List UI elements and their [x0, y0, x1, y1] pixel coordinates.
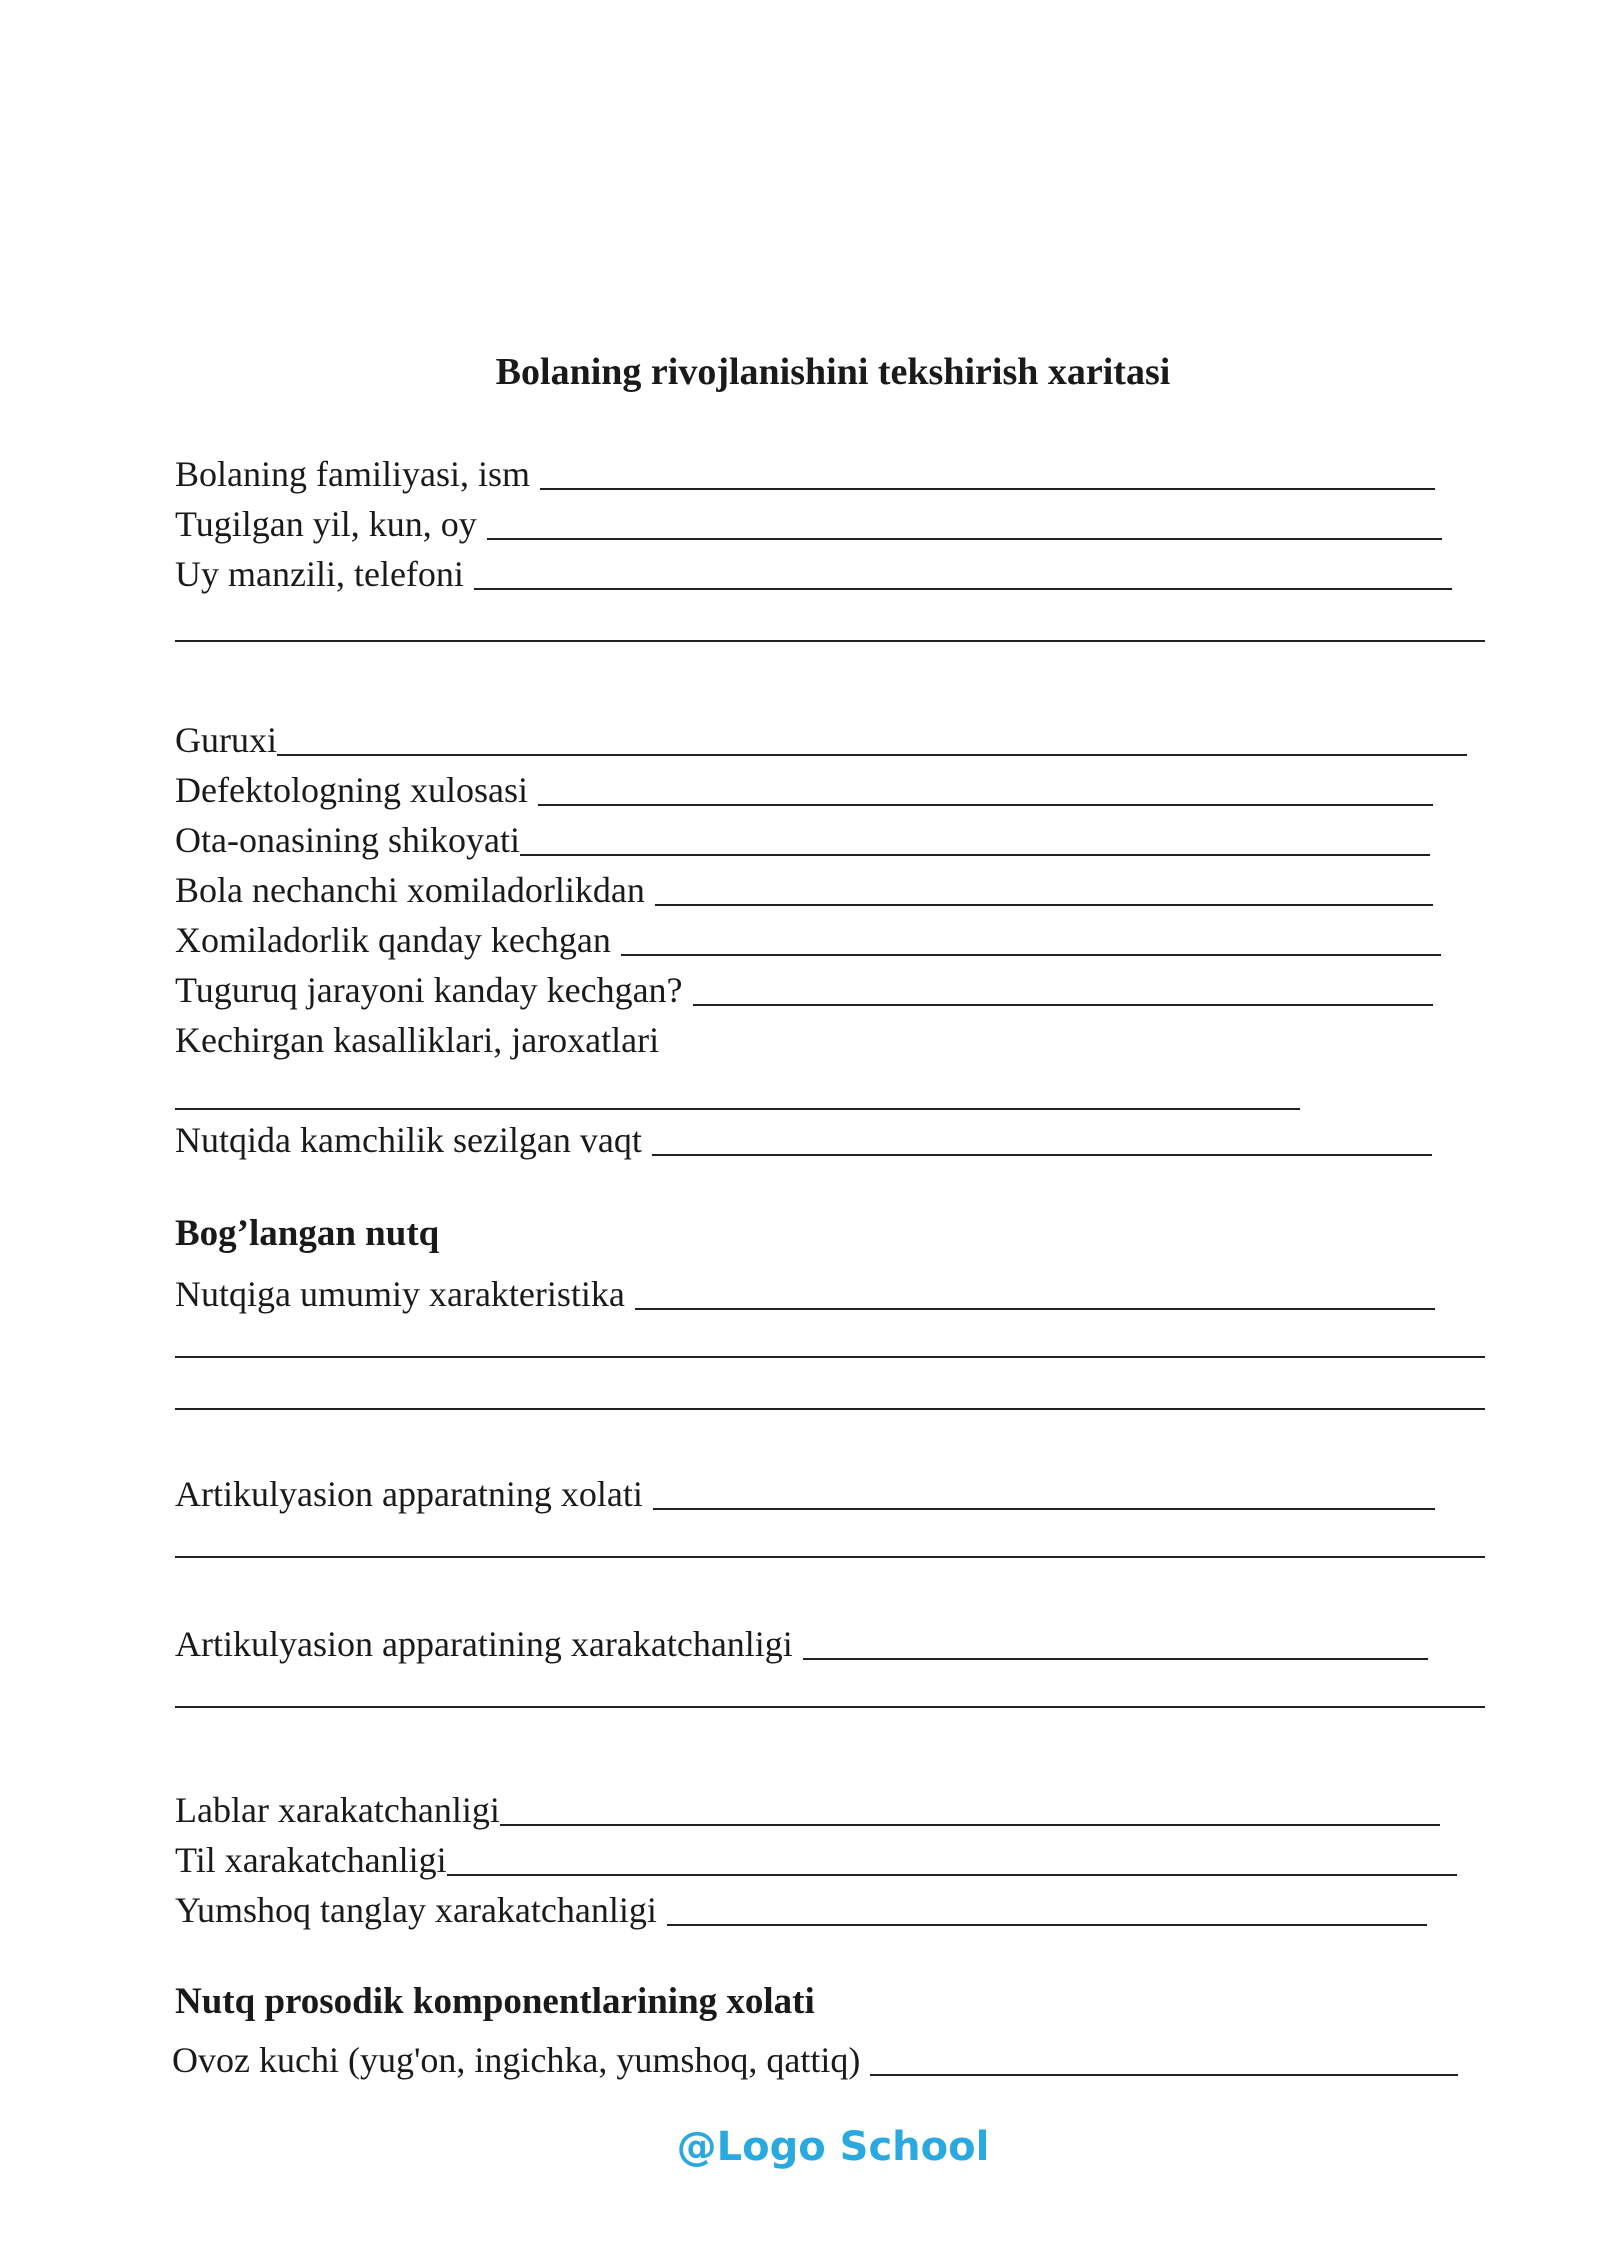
field-art-xolati — [175, 1466, 1435, 1516]
field-familiya — [175, 446, 1435, 496]
section-heading-prosodik: Nutq prosodik komponentlarining xolati — [175, 1981, 815, 2022]
blank-line[interactable] — [487, 500, 1442, 540]
blank-line[interactable] — [803, 1620, 1428, 1660]
blank-line[interactable] — [621, 916, 1441, 956]
field-label: Artikulyasion apparatning xolati — [175, 1474, 643, 1514]
blank-line[interactable] — [520, 816, 1430, 856]
blank-line[interactable] — [175, 1556, 1485, 1558]
field-label: Bolaning familiyasi, ism — [175, 454, 530, 494]
field-label: Tugilgan yil, kun, oy — [175, 504, 477, 544]
field-til — [175, 1832, 1457, 1882]
field-lablar — [175, 1782, 1440, 1832]
blank-line[interactable] — [500, 1786, 1440, 1826]
field-kasalliklar — [175, 1012, 669, 1062]
blank-line[interactable] — [870, 2036, 1458, 2076]
field-tuguruq — [175, 962, 1433, 1012]
field-label: Nutqida kamchilik sezilgan vaqt — [175, 1120, 642, 1160]
field-label: Lablar xarakatchanligi — [175, 1790, 500, 1830]
blank-line[interactable] — [474, 550, 1452, 590]
blank-line[interactable] — [175, 1356, 1485, 1358]
blank-line[interactable] — [693, 966, 1433, 1006]
blank-line[interactable] — [635, 1270, 1435, 1310]
field-shikoyat — [175, 812, 1430, 862]
field-label: Bola nechanchi xomiladorlikdan — [175, 870, 645, 910]
blank-line[interactable] — [175, 640, 1485, 642]
field-label: Kechirgan kasalliklari, jaroxatlari — [175, 1020, 660, 1060]
blank-line[interactable] — [652, 1116, 1432, 1156]
field-label: Guruxi — [175, 720, 277, 760]
field-kamchilik-vaqt — [175, 1112, 1432, 1162]
field-label: Artikulyasion apparatining xarakatchanligi — [175, 1624, 793, 1664]
blank-line[interactable] — [667, 1886, 1427, 1926]
blank-line[interactable] — [175, 1408, 1485, 1410]
field-guruxi — [175, 712, 1467, 762]
watermark-logo: @Logo School — [676, 2124, 990, 2170]
field-label: Nutqiga umumiy xarakteristika — [175, 1274, 625, 1314]
blank-line[interactable] — [655, 866, 1433, 906]
blank-line[interactable] — [538, 766, 1433, 806]
field-xomiladorlik-soni — [175, 862, 1433, 912]
field-label: Til xarakatchanligi — [175, 1840, 447, 1880]
field-label: Uy manzili, telefoni — [175, 554, 464, 594]
blank-line[interactable] — [447, 1836, 1457, 1876]
field-umumiy — [175, 1266, 1435, 1316]
field-yumshoq — [175, 1882, 1427, 1932]
field-manzil — [175, 546, 1452, 596]
field-label: Defektologning xulosasi — [175, 770, 528, 810]
section-heading-boglangan: Bog’langan nutq — [175, 1213, 440, 1254]
field-label: Xomiladorlik qanday kechgan — [175, 920, 611, 960]
field-art-xarakat — [175, 1616, 1428, 1666]
field-tugilgan — [175, 496, 1442, 546]
field-xomiladorlik-qanday — [175, 912, 1441, 962]
form-title: Bolaning rivojlanishini tekshirish xaritasi — [495, 351, 1171, 393]
field-ovoz — [172, 2032, 1458, 2082]
blank-line[interactable] — [653, 1470, 1435, 1510]
field-defektolog — [175, 762, 1433, 812]
blank-line[interactable] — [540, 450, 1435, 490]
blank-line[interactable] — [277, 716, 1467, 756]
blank-line[interactable] — [175, 1706, 1485, 1708]
field-label: Ota-onasining shikoyati — [175, 820, 520, 860]
blank-line[interactable] — [175, 1108, 1300, 1110]
field-label: Yumshoq tanglay xarakatchanligi — [175, 1890, 657, 1930]
field-label: Ovoz kuchi (yug'on, ingichka, yumshoq, qattiq) — [172, 2040, 861, 2080]
field-label: Tuguruq jarayoni kanday kechgan? — [175, 970, 683, 1010]
